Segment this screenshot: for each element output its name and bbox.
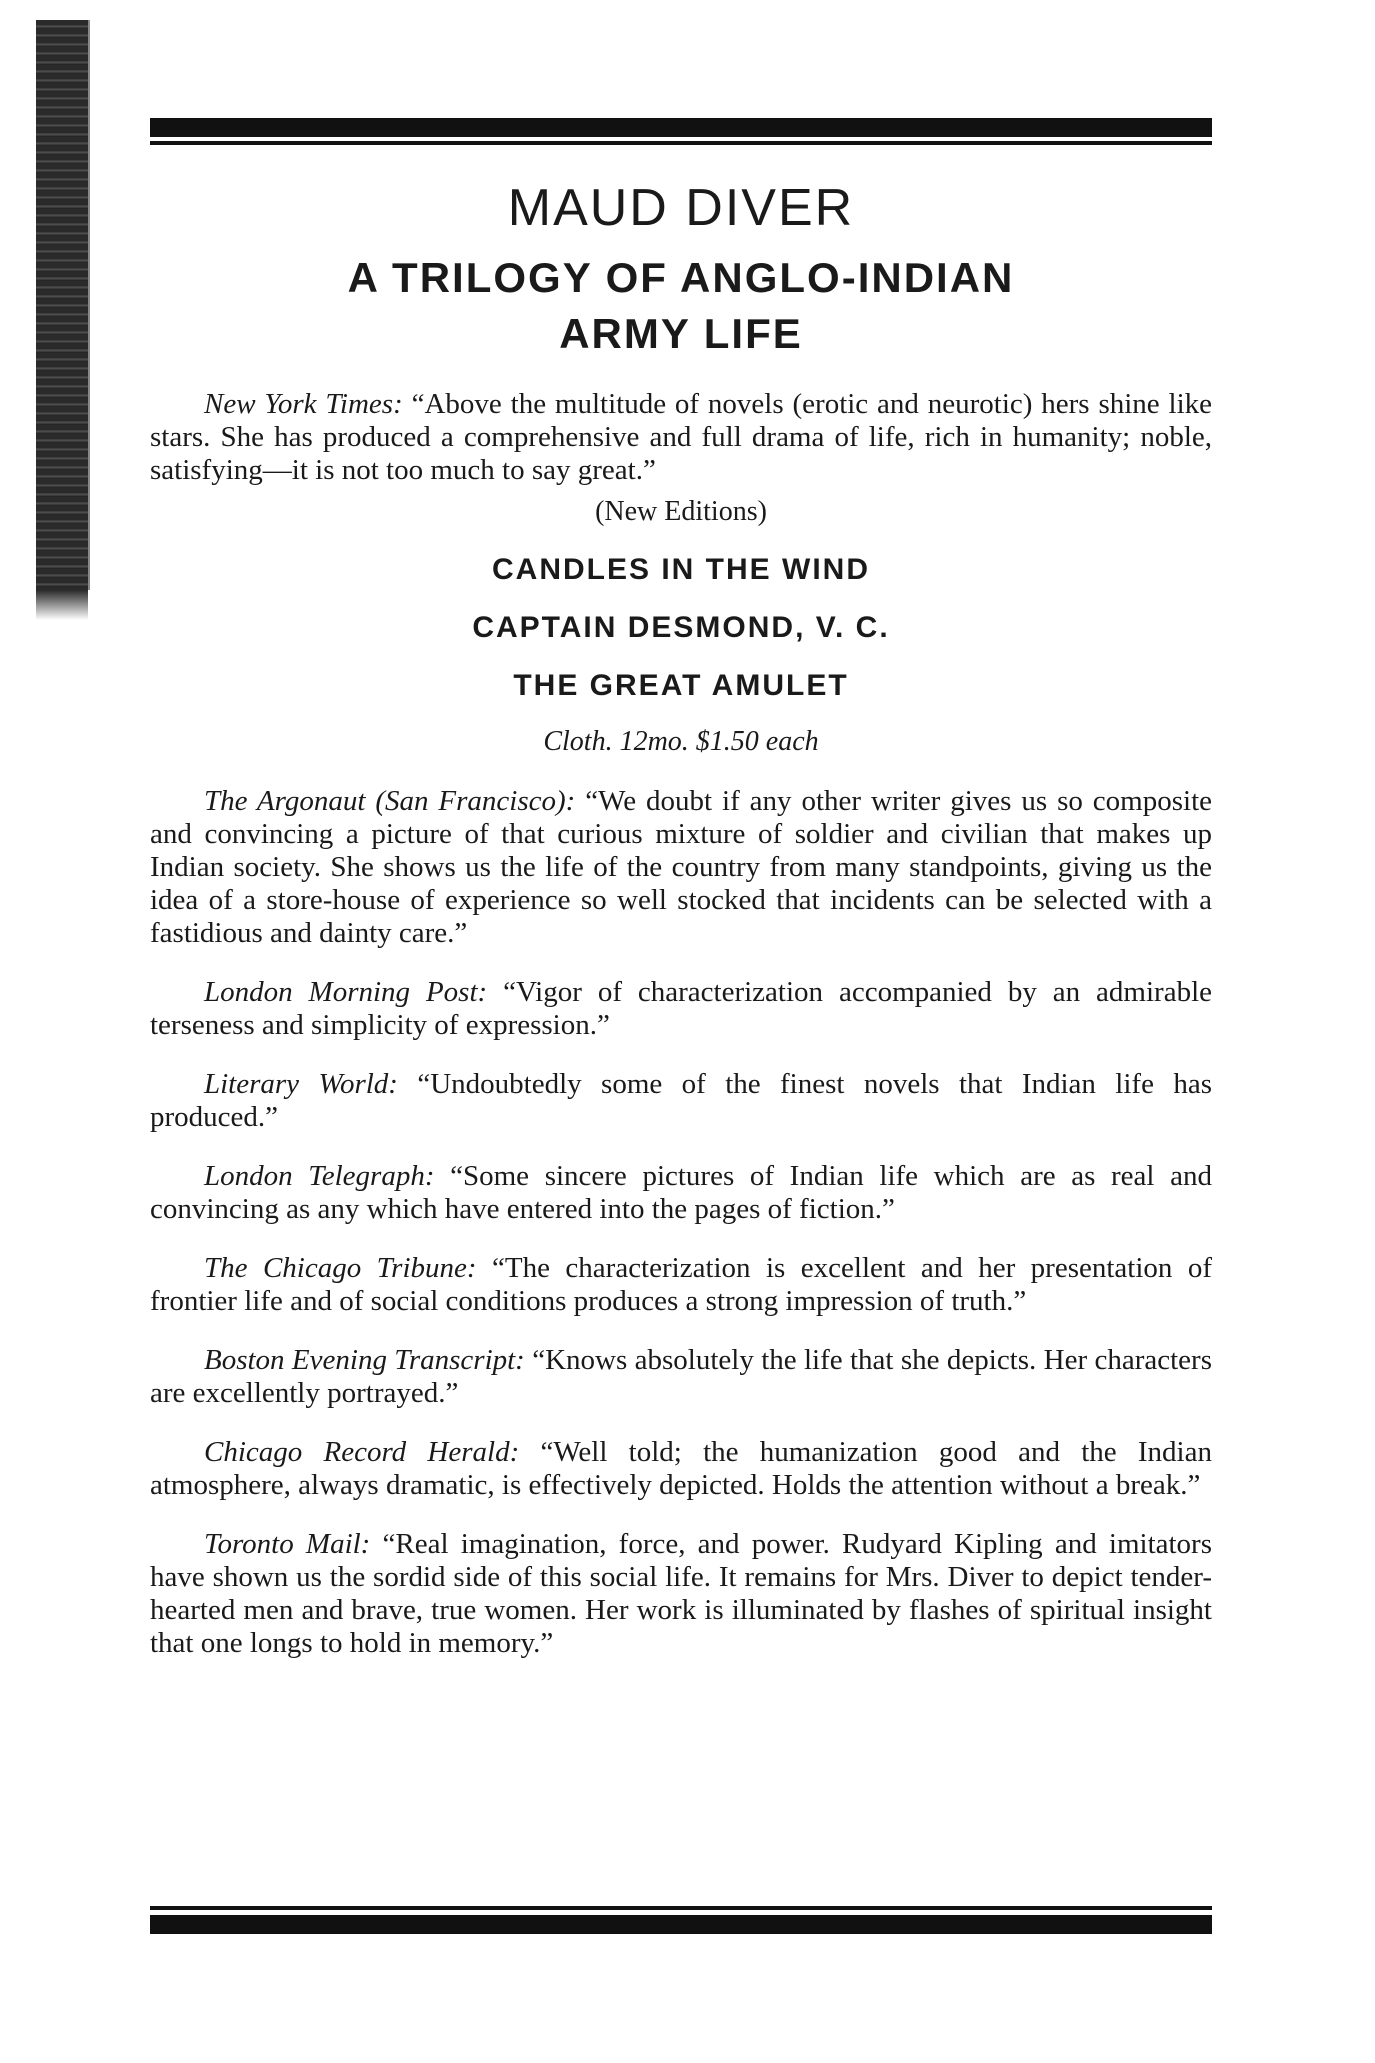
quote-text: “Above the multitude of novels (erotic and neurotic) hers shine like stars. She has produced a comprehensive and full drama of life, rich in humanity; noble, satisfying—it is not too much to say great.”: [150, 388, 1213, 486]
review-text: “Real imagination, force, and power. Rudyard Kipling and imitators have shown us the sordid side of this social life. It remains for Mrs. Diver to depict tender-hearted men and brave, true women. Her work is illuminated by flashes of spiritual insight that one longs to hold in memory.”: [150, 1528, 1212, 1659]
book-title: CANDLES IN THE WIND: [492, 553, 870, 586]
review-item: [150, 785, 1212, 950]
trilogy-line-2: ARMY LIFE: [559, 310, 803, 357]
bottom-rule: [150, 1906, 1212, 1934]
review-item: [150, 1252, 1212, 1318]
intro-quote: [150, 388, 1212, 487]
trilogy-heading: [150, 250, 1212, 362]
review-item: [150, 1528, 1212, 1660]
review-text: “Knows absolutely the life that she depicts. Her characters are excellently portrayed.”: [150, 1344, 1212, 1409]
review-text: “Some sincere pictures of Indian life which are as real and convincing as any which have entered into the pages of fiction.”: [150, 1160, 1212, 1225]
book-title: THE GREAT AMULET: [513, 669, 849, 702]
review-item: [150, 976, 1212, 1042]
review-text: “Well told; the humanization good and the Indian atmosphere, always dramatic, is effectively depicted. Holds the attention without a break.”: [150, 1436, 1212, 1501]
book-binding-fade: [36, 590, 88, 620]
quote-source: New York Times:: [204, 388, 403, 420]
review-source: The Chicago Tribune:: [204, 1252, 477, 1284]
review-source: London Telegraph:: [204, 1160, 435, 1192]
book-title: CAPTAIN DESMOND, V. C.: [472, 611, 890, 644]
advertisement-page: [150, 178, 1212, 1660]
review-source: London Morning Post:: [204, 976, 488, 1008]
review-item: [150, 1160, 1212, 1226]
editions-label: (New Editions): [595, 496, 767, 527]
review-source: Literary World:: [204, 1068, 398, 1100]
review-text: “Vigor of characterization accompanied by an admirable terseness and simplicity of expression.”: [150, 976, 1212, 1041]
review-source: Toronto Mail:: [204, 1528, 371, 1560]
book-binding-edge: [36, 20, 90, 590]
review-item: [150, 1068, 1212, 1134]
review-text: “We doubt if any other writer gives us so composite and convincing a picture of that curious mixture of soldier and civilian that makes up Indian society. She shows us the life of the country from many standpoints, giving us the idea of a store-house of experience so well stocked that incidents can be selected with a fastidious and dainty care.”: [150, 785, 1213, 949]
review-source: Chicago Record Herald:: [204, 1436, 520, 1468]
review-text: “Undoubtedly some of the finest novels that Indian life has produced.”: [150, 1068, 1213, 1133]
author-heading: MAUD DIVER: [507, 179, 855, 237]
review-source: The Argonaut (San Francisco):: [204, 785, 576, 817]
trilogy-line-1: A TRILOGY OF ANGLO-INDIAN: [347, 254, 1015, 301]
price-line: Cloth. 12mo. $1.50 each: [543, 726, 819, 757]
review-text: “The characterization is excellent and her presentation of frontier life and of social conditions produces a strong impression of truth.”: [150, 1252, 1213, 1317]
review-source: Boston Evening Transcript:: [204, 1344, 525, 1376]
top-rule: [150, 118, 1212, 145]
review-item: [150, 1344, 1212, 1410]
review-item: [150, 1436, 1212, 1502]
